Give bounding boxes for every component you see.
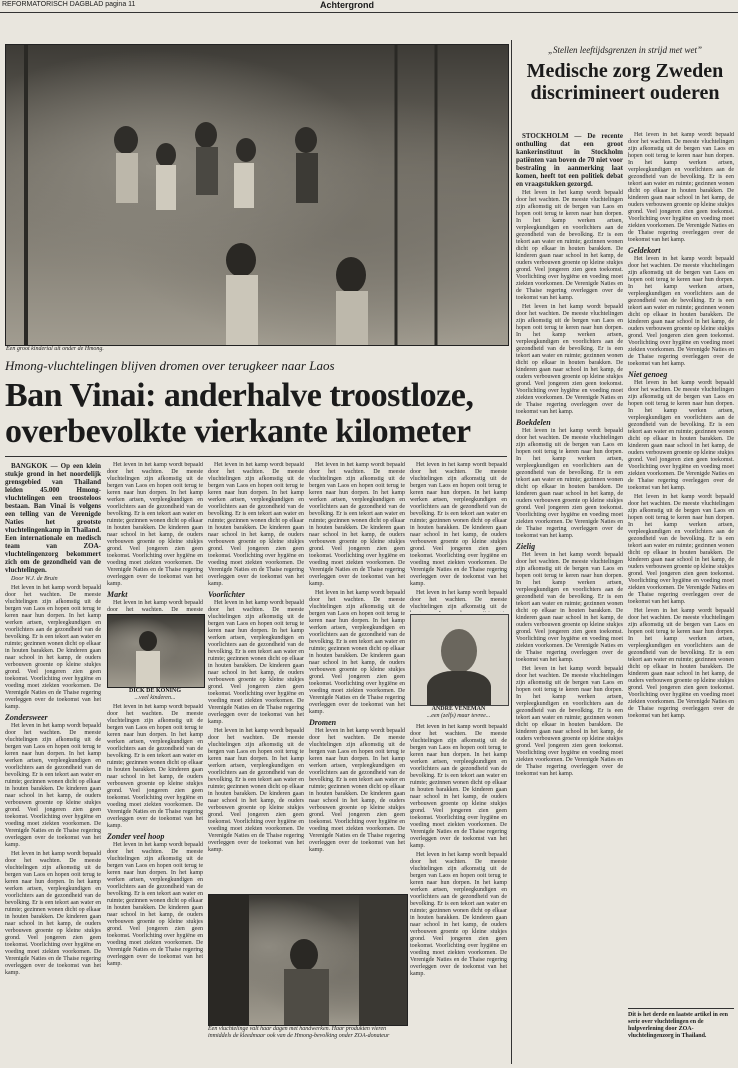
- bottom-photo-caption: Een vluchtelinge valt haar dagen met handwerken. Haar produkten vieren inmiddels de kleedmaar ook van de Hmong-bevolking onder ZOA-donateur: [208, 1026, 390, 1039]
- article-column-2-bottom: [107, 704, 203, 1062]
- series-footer-note: Dit is het derde en laatste artikel in een serie over vluchtelingen en de hulpverlening door ZOA-vluchtelingenzorg in Thailand.: [628, 1008, 734, 1040]
- sidebar-subhead-zielig: Zielig: [516, 542, 536, 551]
- body-paragraph: Het leven in het kamp wordt bepaald door het wachten. De meeste vluchtelingen zijn afkomstig uit de: [410, 590, 507, 610]
- body-paragraph: Het leven in het kamp wordt bepaald door het wachten. De meeste vluchtelingen zijn afkomstig uit de bergen van Laos en hopen ooit terug te keren naar hun dorpen. In het kamp werken artsen, verpleegkundigen en voorlichters aan de gezondheid van de bevolking. Er is een tekort aan water en ruimte; gezinnen wonen dicht op elkaar in houten barakken. De kinderen gaan naar school in het kamp, de ouders verbouwen groente op kleine stukjes grond. Veel jongeren zien geen toekomst. Voorlichting over hygiëne en voeding moet ziekten voorkomen. De Verenigde Naties en de Thaise regering overleggen over de toekomst van het kamp.: [410, 852, 507, 977]
- headline-line-2: overbevolkte vierkante kilometer: [5, 413, 471, 450]
- body-paragraph: Het leven in het kamp wordt bepaald door het wachten. De meeste vluchtelingen zijn afkomstig uit de bergen van Laos en hopen ooit terug te keren naar hun dorpen. In het kamp werken artsen, verpleegkundigen en voorlichters aan de gezondheid van de bevolking. Er is een tekort aan water en ruimte; gezinnen wonen dicht op elkaar in houten barakken. De kinderen gaan naar school in het kamp, de ouders verbouwen groente op kleine stukjes grond. Veel jongeren zien geen toekomst. Voorlichting over hygiëne en voeding moet ziekten voorkomen. De Verenigde Naties en de Thaise regering overleggen over de toekomst van het kamp.: [516, 552, 623, 663]
- section-title: Achtergrond: [320, 0, 374, 10]
- article-column-3: [208, 462, 304, 892]
- subhead-voorlichter: Voorlichter: [208, 590, 245, 599]
- body-paragraph: Het leven in het kamp wordt bepaald door het wachten. De meeste vluchtelingen zijn afkomstig uit de bergen van Laos en hopen ooit terug te keren naar hun dorpen. In het kamp werken artsen, verpleegkundigen en voorlichters aan de gezondheid van de bevolking. Er is een tekort aan water en ruimte; gezinnen wonen dicht op elkaar in houten barakken. De kinderen gaan naar school in het kamp, de ouders verbouwen groente op kleine stukjes grond. Veel jongeren zien geen toekomst. Voorlichting over hygiëne en voeding moet ziekten voorkomen. De Verenigde Naties en de Thaise regering overleggen over de toekomst van het kamp.: [516, 428, 623, 539]
- body-paragraph: Het leven in het kamp wordt bepaald door het wachten. De meeste vluchtelingen zijn afkomstig uit de bergen van Laos en hopen ooit terug te keren naar hun dorpen. In het kamp werken artsen, verpleegkundigen en voorlichters aan de gezondheid van de bevolking. Er is een tekort aan water en ruimte; gezinnen wonen dicht op elkaar in houten barakken. De kinderen gaan naar school in het kamp, de ouders verbouwen groente op kleine stukjes grond. Veel jongeren zien geen toekomst. Voorlichting over hygiëne en voeding moet ziekten voorkomen. De Verenigde Naties en de Thaise regering overleggen over de toekomst van het kamp.: [208, 600, 304, 725]
- body-paragraph: Het leven in het kamp wordt bepaald door het wachten. De meeste vluchtelingen zijn afkomstig uit de bergen van Laos en hopen ooit terug te keren naar hun dorpen. In het kamp werken artsen, verpleegkundigen en voorlichters aan de gezondheid van de bevolking. Er is een tekort aan water en ruimte; gezinnen wonen dicht op elkaar in houten barakken. De kinderen gaan naar school in het kamp, de ouders verbouwen groente op kleine stukjes grond. Veel jongeren zien geen toekomst. Voorlichting over hygiëne en voeding moet ziekten voorkomen. De Verenigde Naties en de Thaise regering overleggen over de toekomst van het kamp.: [309, 462, 405, 587]
- body-paragraph: Het leven in het kamp wordt bepaald door het wachten. De meeste vluchtelingen zijn afkomstig uit de bergen van Laos en hopen ooit terug te keren naar hun dorpen. In het kamp werken artsen, verpleegkundigen en voorlichters aan de gezondheid van de bevolking. Er is een tekort aan water en ruimte; gezinnen wonen dicht op elkaar in houten barakken. De kinderen gaan naar school in het kamp, de ouders verbouwen groente op kleine stukjes grond. Veel jongeren zien geen toekomst. Voorlichting over hygiëne en voeding moet ziekten voorkomen. De Verenigde Naties en de Thaise regering overleggen over de toekomst van het kamp.: [628, 608, 734, 719]
- sidebar-subhead-geldekort: Geldekort: [628, 246, 661, 255]
- body-paragraph: Het leven in het kamp wordt bepaald door het wachten. De meeste vluchtelingen zijn afkomstig uit de bergen van Laos en hopen ooit terug te keren naar hun dorpen. In het kamp werken artsen, verpleegkundigen en voorlichters aan de gezondheid van de bevolking. Er is een tekort aan water en ruimte; gezinnen wonen dicht op elkaar in houten barakken. De kinderen gaan naar school in het kamp, de ouders verbouwen groente op kleine stukjes grond. Veel jongeren zien geen toekomst. Voorlichting over hygiëne en voeding moet ziekten voorkomen. De Verenigde Naties en de Thaise regering overleggen over de toekomst van het kamp.: [309, 590, 405, 715]
- sidebar-quote: „Stellen leeftijdsgrenzen in strijd met wet”: [548, 45, 702, 55]
- body-paragraph: Het leven in het kamp wordt bepaald door het wachten. De meeste vluchtelingen zijn afkomstig uit de bergen van Laos en hopen ooit terug te keren naar hun dorpen. In het kamp werken artsen, verpleegkundigen en voorlichters aan de gezondheid van de bevolking. Er is een tekort aan water en ruimte; gezinnen wonen dicht op elkaar in houten barakken. De kinderen gaan naar school in het kamp, de ouders verbouwen groente op kleine stukjes grond. Veel jongeren zien geen toekomst. Voorlichting over hygiëne en voeding moet ziekten voorkomen. De Verenigde Naties en de Thaise regering overleggen over de toekomst van het kamp.: [628, 256, 734, 367]
- main-photo-scene: [6, 45, 508, 345]
- body-paragraph: Het leven in het kamp wordt bepaald door het wachten. De meeste vluchtelingen zijn afkomstig uit de bergen van Laos en hopen ooit terug te keren naar hun dorpen. In het kamp werken artsen, verpleegkundigen en voorlichters aan de gezondheid van de bevolking. Er is een tekort aan water en ruimte; gezinnen wonen dicht op elkaar in houten barakken. De kinderen gaan naar school in het kamp, de ouders verbouwen groente op kleine stukjes grond. Veel jongeren zien geen toekomst. Voorlichting over hygiëne en voeding moet ziekten voorkomen. De Verenigde Naties en de Thaise regering overleggen over de toekomst van het kamp.: [5, 851, 101, 976]
- sidebar-divider: [511, 40, 512, 1064]
- body-paragraph: Het leven in het kamp wordt bepaald door het wachten. De meeste vluchtelingen zijn afkomstig uit de bergen van Laos en hopen ooit terug te keren naar hun dorpen. In het kamp werken artsen, verpleegkundigen en voorlichters aan de gezondheid van de bevolking. Er is een tekort aan water en ruimte; gezinnen wonen dicht op elkaar in houten barakken. De kinderen gaan naar school in het kamp, de ouders verbouwen groente op kleine stukjes grond. Veel jongeren zien geen toekomst. Voorlichting over hygiëne en voeding moet ziekten voorkomen. De Verenigde Naties en de Thaise regering overleggen over de toekomst van het kamp.: [107, 842, 203, 967]
- body-paragraph: Het leven in het kamp wordt bepaald door het wachten. De meeste vluchtelingen zijn afkomstig uit de bergen van Laos en hopen ooit terug te keren naar hun dorpen. In het kamp werken artsen, verpleegkundigen en voorlichters aan de gezondheid van de bevolking. Er is een tekort aan water en ruimte; gezinnen wonen dicht op elkaar in houten barakken. De kinderen gaan naar school in het kamp, de ouders verbouwen groente op kleine stukjes grond. Veel jongeren zien geen toekomst. Voorlichting over hygiëne en voeding moet ziekten voorkomen. De Verenigde Naties en de Thaise regering overleggen over de toekomst van het kamp.: [516, 666, 623, 777]
- body-paragraph: Het leven in het kamp wordt bepaald door het wachten. De meeste vluchtelingen zijn afkomstig uit de bergen van Laos en hopen ooit terug te keren naar hun dorpen. In het kamp werken artsen, verpleegkundigen en voorlichters aan de gezondheid van de bevolking. Er is een tekort aan water en ruimte; gezinnen wonen dicht op elkaar in houten barakken. De kinderen gaan naar school in het kamp, de ouders verbouwen groente op kleine stukjes grond. Veel jongeren zien geen toekomst. Voorlichting over hygiëne en voeding moet ziekten voorkomen. De Verenigde Naties en de Thaise regering overleggen over de toekomst van het kamp.: [628, 132, 734, 243]
- article-column-5-bottom: [410, 724, 507, 1062]
- body-paragraph: Het leven in het kamp wordt bepaald door het wachten. De meeste vluchtelingen zijn afkomstig uit de bergen van Laos en hopen ooit terug te keren naar hun dorpen. In het kamp werken artsen, verpleegkundigen en voorlichters aan de gezondheid van de bevolking. Er is een tekort aan water en ruimte; gezinnen wonen dicht op elkaar in houten barakken. De kinderen gaan naar school in het kamp, de ouders verbouwen groente op kleine stukjes grond. Veel jongeren zien geen toekomst. Voorlichting over hygiëne en voeding moet ziekten voorkomen. De Verenigde Naties en de Thaise regering overleggen over de toekomst van het kamp.: [309, 728, 405, 853]
- article-column-2-top: [107, 462, 203, 612]
- inline-photo-dick: [107, 614, 205, 688]
- body-paragraph: Het leven in het kamp wordt bepaald door het wachten. De meeste vluchtelingen zijn afkomstig uit de bergen van Laos en hopen ooit terug te keren naar hun dorpen. In het kamp werken artsen, verpleegkundigen en voorlichters aan de gezondheid van de bevolking. Er is een tekort aan water en ruimte; gezinnen wonen dicht op elkaar in houten barakken. De kinderen gaan naar school in het kamp, de ouders verbouwen groente op kleine stukjes grond. Veel jongeren zien geen toekomst. Voorlichting over hygiëne en voeding moet ziekten voorkomen. De Verenigde Naties en de Thaise regering overleggen over de toekomst van het kamp.: [516, 190, 623, 301]
- body-paragraph: Het leven in het kamp wordt bepaald door het wachten. De meeste vluchtelingen zijn afkomstig uit de bergen van Laos en hopen ooit terug te keren naar hun dorpen. In het kamp werken artsen, verpleegkundigen en voorlichters aan de gezondheid van de bevolking. Er is een tekort aan water en ruimte; gezinnen wonen dicht op elkaar in houten barakken. De kinderen gaan naar school in het kamp, de ouders verbouwen groente op kleine stukjes grond. Veel jongeren zien geen toekomst. Voorlichting over hygiëne en voeding moet ziekten voorkomen. De Verenigde Naties en de Thaise regering overleggen over de toekomst van het kamp.: [208, 462, 304, 587]
- body-paragraph: Het leven in het kamp wordt bepaald door het wachten. De meeste vluchtelingen zijn afkomstig uit de bergen van Laos en hopen ooit terug te keren naar hun dorpen. In het kamp werken artsen, verpleegkundigen en voorlichters aan de gezondheid van de bevolking. Er is een tekort aan water en ruimte; gezinnen wonen dicht op elkaar in houten barakken. De kinderen gaan naar school in het kamp, de ouders verbouwen groente op kleine stukjes grond. Veel jongeren zien geen toekomst. Voorlichting over hygiëne en voeding moet ziekten voorkomen. De Verenigde Naties en de Thaise regering overleggen over de toekomst van het kamp.: [107, 462, 203, 587]
- inline-photo-name: DICK DE KONING: [128, 688, 181, 694]
- portrait-name: ANDRÉ VENEMAN: [431, 706, 486, 712]
- byline: Door W.J. de Bruin: [11, 576, 58, 582]
- article-column-1: [5, 462, 101, 1062]
- headline-line-1: Ban Vinai: anderhalve troostloze,: [5, 377, 474, 414]
- body-paragraph: Het leven in het kamp wordt bepaald door het wachten. De meeste vluchtelingen zijn afkomstig uit de bergen van Laos en hopen ooit terug te keren naar hun dorpen. In het kamp werken artsen, verpleegkundigen en voorlichters aan de gezondheid van de bevolking. Er is een tekort aan water en ruimte; gezinnen wonen dicht op elkaar in houten barakken. De kinderen gaan naar school in het kamp, de ouders verbouwen groente op kleine stukjes grond. Veel jongeren zien geen toekomst. Voorlichting over hygiëne en voeding moet ziekten voorkomen. De Verenigde Naties en de Thaise regering overleggen over de toekomst van het kamp.: [208, 728, 304, 853]
- body-paragraph: Het leven in het kamp wordt bepaald door het wachten. De meeste vluchtelingen zijn afkomstig uit de bergen van Laos en hopen ooit terug te keren naar hun dorpen. In het kamp werken artsen, verpleegkundigen en voorlichters aan de gezondheid van de bevolking. Er is een tekort aan water en ruimte; gezinnen wonen dicht op elkaar in houten barakken. De kinderen gaan naar school in het kamp, de ouders verbouwen groente op kleine stukjes grond. Veel jongeren zien geen toekomst. Voorlichting over hygiëne en voeding moet ziekten voorkomen. De Verenigde Naties en de Thaise regering overleggen over de toekomst van het kamp.: [410, 724, 507, 849]
- sidebar-subhead-boekdelen: Boekdelen: [516, 418, 551, 427]
- bottom-photo: [208, 894, 408, 1026]
- sidebar-lead: STOCKHOLM — De recente onthulling dat een groot kankerinstituut in Stockholm patiënten van boven de 70 niet voor bestraling in aanmerking laat komen, heeft tot een politiek debat en vraagstukken gezorgd.: [516, 132, 623, 188]
- body-paragraph: Het leven in het kamp wordt bepaald door het wachten. De meeste vluchtelingen zijn afkomstig uit de bergen van Laos en hopen ooit terug te keren naar hun dorpen. In het kamp werken artsen, verpleegkundigen en voorlichters aan de gezondheid van de bevolking. Er is een tekort aan water en ruimte; gezinnen wonen dicht op elkaar in houten barakken. De kinderen gaan naar school in het kamp, de ouders verbouwen groente op kleine stukjes grond. Veel jongeren zien geen toekomst. Voorlichting over hygiëne en voeding moet ziekten voorkomen. De Verenigde Naties en de Thaise regering overleggen over de toekomst van het kamp.: [107, 704, 203, 829]
- portrait-subcaption: ...een (zelfs) maar tevree...: [426, 713, 491, 719]
- bottom-photo-scene: [209, 895, 407, 1025]
- headline-rule: [5, 456, 507, 457]
- sidebar-column-2: [628, 132, 734, 1002]
- sidebar-column-1: [516, 132, 623, 1062]
- story-kicker: Hmong-vluchtelingen blijven dromen over terugkeer naar Laos: [5, 358, 335, 373]
- subhead-markt: Markt: [107, 590, 128, 599]
- sidebar-title: Medische zorg Zweden discrimineert ouderen: [526, 60, 724, 104]
- subhead-zonder-veel-hoop: Zonder veel hoop: [107, 832, 165, 841]
- body-paragraph: Het leven in het kamp wordt bepaald door het wachten. De meeste vluchtelingen zijn afkomstig uit de bergen van Laos en hopen ooit terug te keren naar hun dorpen. In het kamp werken artsen, verpleegkundigen en voorlichters aan de gezondheid van de bevolking. Er is een tekort aan water en ruimte; gezinnen wonen dicht op elkaar in houten barakken. De kinderen gaan naar school in het kamp, de ouders verbouwen groente op kleine stukjes grond. Veel jongeren zien geen toekomst. Voorlichting over hygiëne en voeding moet ziekten voorkomen. De Verenigde Naties en de Thaise regering overleggen over de toekomst van het kamp.: [628, 494, 734, 605]
- article-column-4: [309, 462, 405, 892]
- inline-photo-scene: [108, 615, 204, 687]
- body-paragraph: Het leven in het kamp wordt bepaald door het wachten. De meeste: [107, 600, 203, 612]
- subhead-zondersweer: Zondersweer: [5, 713, 48, 722]
- subhead-dromen: Dromen: [309, 718, 337, 727]
- main-photo: [5, 44, 509, 346]
- body-paragraph: Het leven in het kamp wordt bepaald door het wachten. De meeste vluchtelingen zijn afkomstig uit de bergen van Laos en hopen ooit terug te keren naar hun dorpen. In het kamp werken artsen, verpleegkundigen en voorlichters aan de gezondheid van de bevolking. Er is een tekort aan water en ruimte; gezinnen wonen dicht op elkaar in houten barakken. De kinderen gaan naar school in het kamp, de ouders verbouwen groente op kleine stukjes grond. Veel jongeren zien geen toekomst. Voorlichting over hygiëne en voeding moet ziekten voorkomen. De Verenigde Naties en de Thaise regering overleggen over de toekomst van het kamp.: [5, 585, 101, 710]
- inline-photo-subcaption: ...veel kinderen...: [134, 695, 176, 701]
- page-header: [0, 0, 738, 13]
- body-paragraph: Het leven in het kamp wordt bepaald door het wachten. De meeste vluchtelingen zijn afkomstig uit de bergen van Laos en hopen ooit terug te keren naar hun dorpen. In het kamp werken artsen, verpleegkundigen en voorlichters aan de gezondheid van de bevolking. Er is een tekort aan water en ruimte; gezinnen wonen dicht op elkaar in houten barakken. De kinderen gaan naar school in het kamp, de ouders verbouwen groente op kleine stukjes grond. Veel jongeren zien geen toekomst. Voorlichting over hygiëne en voeding moet ziekten voorkomen. De Verenigde Naties en de Thaise regering overleggen over de toekomst van het kamp.: [628, 380, 734, 491]
- body-paragraph: Het leven in het kamp wordt bepaald door het wachten. De meeste vluchtelingen zijn afkomstig uit de bergen van Laos en hopen ooit terug te keren naar hun dorpen. In het kamp werken artsen, verpleegkundigen en voorlichters aan de gezondheid van de bevolking. Er is een tekort aan water en ruimte; gezinnen wonen dicht op elkaar in houten barakken. De kinderen gaan naar school in het kamp, de ouders verbouwen groente op kleine stukjes grond. Veel jongeren zien geen toekomst. Voorlichting over hygiëne en voeding moet ziekten voorkomen. De Verenigde Naties en de Thaise regering overleggen over de toekomst van het kamp.: [516, 304, 623, 415]
- article-column-5-top: [410, 462, 507, 612]
- body-paragraph: Het leven in het kamp wordt bepaald door het wachten. De meeste vluchtelingen zijn afkomstig uit de bergen van Laos en hopen ooit terug te keren naar hun dorpen. In het kamp werken artsen, verpleegkundigen en voorlichters aan de gezondheid van de bevolking. Er is een tekort aan water en ruimte; gezinnen wonen dicht op elkaar in houten barakken. De kinderen gaan naar school in het kamp, de ouders verbouwen groente op kleine stukjes grond. Veel jongeren zien geen toekomst. Voorlichting over hygiëne en voeding moet ziekten voorkomen. De Verenigde Naties en de Thaise regering overleggen over de toekomst van het kamp.: [5, 723, 101, 848]
- sidebar-subhead-niet-genoeg: Niet genoeg: [628, 370, 668, 379]
- masthead: REFORMATORISCH DAGBLAD pagina 11: [2, 1, 136, 8]
- article-lead: BANGKOK — Op een klein stukje grond in het noordelijk grensgebied van Thailand leiden 45.000 Hmong-vluchtelingen een troosteloos bestaan. Ban Vinai is volgens een telling van de Verenigde Naties het grootste vluchtelingenkamp in Thailand. Een internationale en medisch team van ZOA-vluchtelingenzorg bekommert zich om de gezondheid van de vluchtelingen.: [5, 462, 101, 574]
- body-paragraph: Het leven in het kamp wordt bepaald door het wachten. De meeste vluchtelingen zijn afkomstig uit de bergen van Laos en hopen ooit terug te keren naar hun dorpen. In het kamp werken artsen, verpleegkundigen en voorlichters aan de gezondheid van de bevolking. Er is een tekort aan water en ruimte; gezinnen wonen dicht op elkaar in houten barakken. De kinderen gaan naar school in het kamp, de ouders verbouwen groente op kleine stukjes grond. Veel jongeren zien geen toekomst. Voorlichting over hygiëne en voeding moet ziekten voorkomen. De Verenigde Naties en de Thaise regering overleggen over de toekomst van het kamp.: [410, 462, 507, 587]
- main-photo-caption: Een groot kinderial uit onder de Hmong.: [6, 346, 104, 352]
- portrait-photo: [410, 614, 509, 706]
